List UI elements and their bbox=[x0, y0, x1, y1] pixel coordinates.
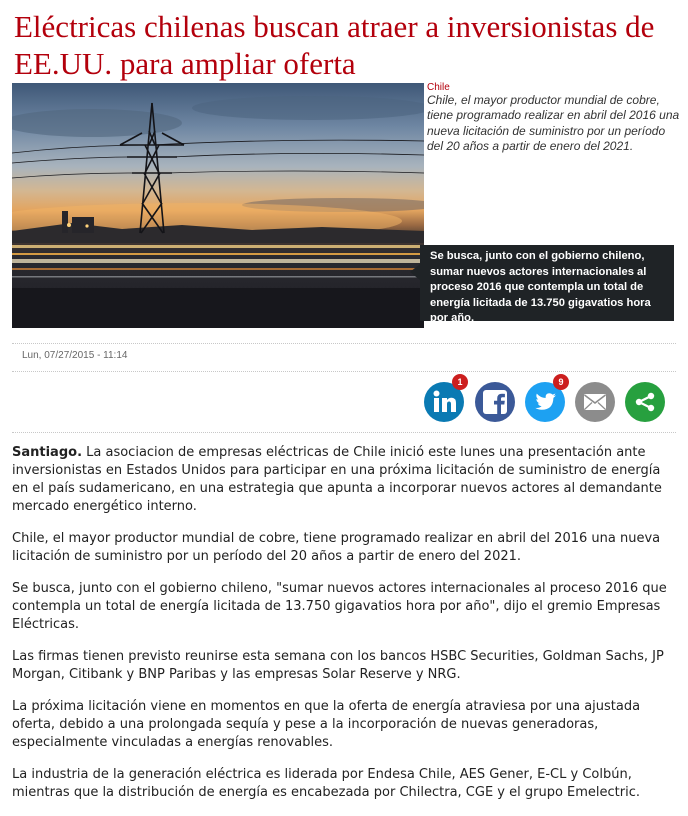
callout-pointer bbox=[410, 264, 420, 280]
paragraph-1 bbox=[12, 444, 678, 516]
dateline: Santiago. bbox=[12, 445, 83, 460]
caption-tag[interactable]: Chile bbox=[427, 82, 450, 93]
article-headline: Eléctricas chilenas buscan atraer a inversionistas de EE.UU. para ampliar oferta bbox=[14, 9, 655, 81]
sharethis-icon bbox=[624, 381, 666, 423]
divider-top bbox=[12, 343, 676, 344]
paragraph-3: Se busca, junto con el gobierno chileno, "sumar nuevos actores internacionales al proceso 2016 que contempla un total de energía licitada de 13.750 gigavatios hora por año", dijo el gremio Empresas Eléctricas. bbox=[12, 581, 667, 632]
paragraph-1-text: La asociacion de empresas eléctricas de Chile inició este lunes una presentación ante inversionistas en Estados Unidos para participar en una próxima licitación de suministro de energía en el país sudamericano, en una estrategia que apunta a incorporar nuevos actores al demandante mercado energético interno. bbox=[12, 445, 662, 514]
image-caption: Chile, el mayor productor mundial de cobre, tiene programado realizar en abril del 2016 una nueva licitación de suministro por un período del 20 años a partir de enero del 2021. bbox=[427, 93, 680, 154]
linkedin-share-button[interactable] bbox=[423, 377, 465, 423]
paragraph-5: La próxima licitación viene en momentos en que la oferta de energía atraviesa por una ajustada oferta, debido a una prolongada sequía y pese a la incorporación de nuevas generadoras, especialmente vinculadas a energías renovables. bbox=[12, 699, 641, 750]
paragraph-2: Chile, el mayor productor mundial de cobre, tiene programado realizar en abril del 2016 una nueva licitación de suministro por un período del 20 años a partir de enero del 2021. bbox=[12, 531, 661, 564]
paragraph-4: Las firmas tienen previsto reunirse esta semana con los bancos HSBC Securities, Goldman Sachs, JP Morgan, Citibank y BNP Paribas y las empresas Solar Reserve y NRG. bbox=[12, 649, 664, 682]
paragraph-6: La industria de la generación eléctrica es liderada por Endesa Chile, AES Gener, E-CL y Colbún, mientras que la distribución de energía es encabezada por Chilectra, CGE y el grupo Emelectric. bbox=[12, 767, 641, 800]
article-hero-image bbox=[12, 83, 424, 328]
email-share-button[interactable] bbox=[574, 381, 616, 423]
power-tower-illustration bbox=[12, 83, 424, 328]
facebook-icon bbox=[474, 381, 516, 423]
twitter-count-badge: 9 bbox=[553, 374, 569, 390]
facebook-share-button[interactable] bbox=[474, 381, 516, 423]
image-callout: Se busca, junto con el gobierno chileno, sumar nuevos actores internacionales al proceso 2016 que contempla un total de energía licitada de 13.750 gigavatios hora por año. bbox=[420, 245, 674, 321]
divider-share bbox=[12, 432, 676, 433]
divider-date bbox=[12, 371, 676, 372]
linkedin-count-badge: 1 bbox=[452, 374, 468, 390]
publish-date: Lun, 07/27/2015 - 11:14 bbox=[22, 350, 128, 361]
article-body bbox=[12, 444, 678, 816]
sharethis-share-button[interactable] bbox=[624, 381, 666, 423]
email-icon bbox=[574, 381, 616, 423]
twitter-share-button[interactable] bbox=[524, 377, 566, 423]
